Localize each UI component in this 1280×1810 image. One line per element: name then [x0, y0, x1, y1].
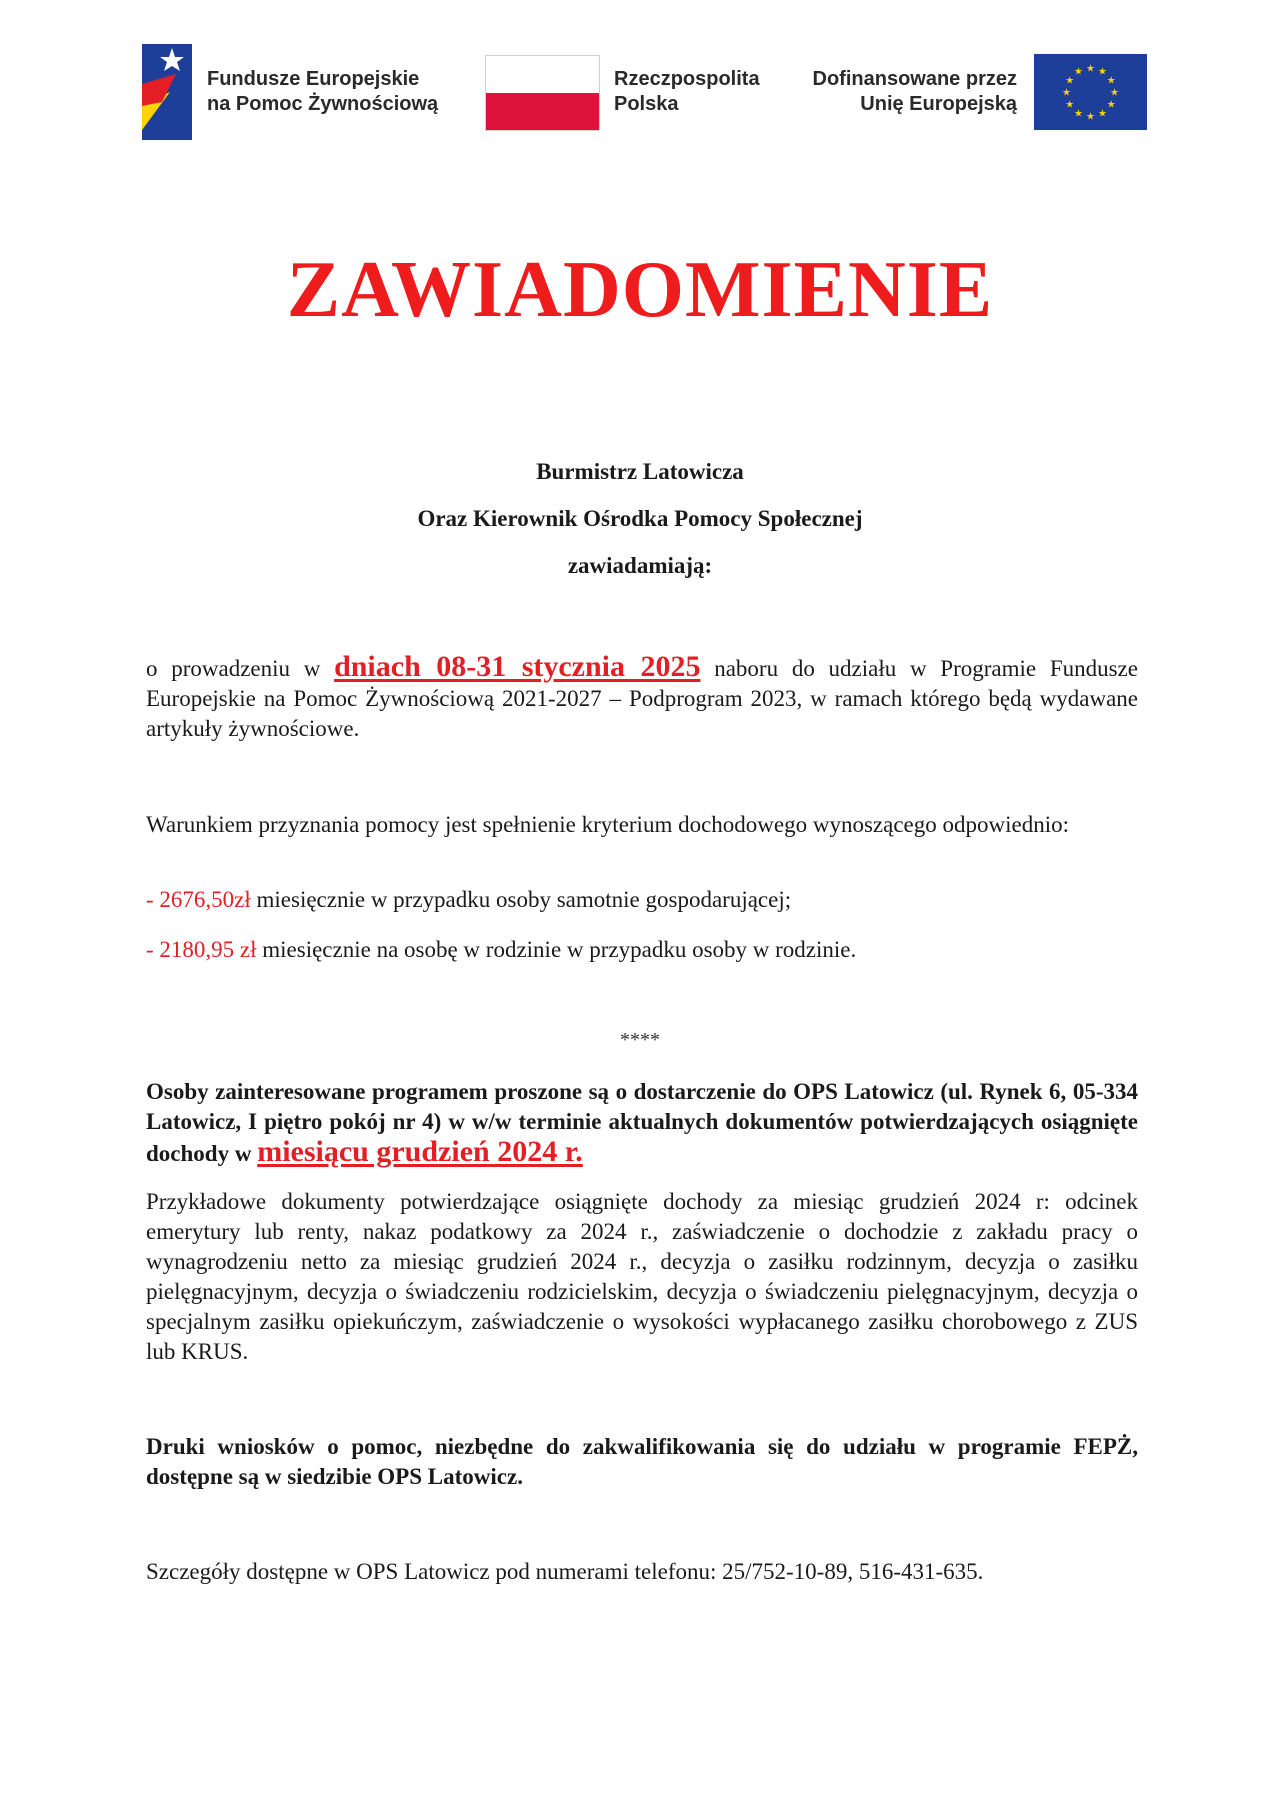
- eu-star-icon: ★: [1086, 111, 1095, 123]
- eu-logo-line2: Unię Europejską: [860, 93, 1017, 115]
- eu-star-icon: ★: [1098, 108, 1107, 120]
- intro-text-after: naboru do udziału w Programie Fundusze Europejskie na Pomoc Żywnościową 2021-2027 – Podprogram 2023, w ramach którego będą wydawane artykuły żywnościowe.: [146, 656, 1138, 741]
- eu-star-icon: ★: [1106, 99, 1116, 111]
- contact-info: Szczegóły dostępne w OPS Latowicz pod numerami telefonu: 25/752-10-89, 516-431-635.: [146, 1559, 984, 1584]
- example-documents: Przykładowe dokumenty potwierdzające osiągnięte dochody za miesiąc grudzień 2024 r: odcinek emerytury lub renty, nakaz podatkowy za 2024 r., zaświadczenie o dochodzie z zakładu pracy o wynagrodzeniu netto za miesiąc grudzień 2024 r., decyzja o zasiłku rodzinnym, decyzja o zasiłku pielęgnacyjnym, decyzja o świadczeniu rodzicielskim, decyzja o świadczeniu pielęgnacyjnym, decyzja o specjalnym zasiłku opiekuńczym, zaświadczenie o wysokości wypłacanego zasiłku chorobowego z ZUS lub KRUS.: [146, 1189, 1138, 1364]
- pl-logo-line2: Polska: [614, 93, 679, 115]
- intro-text-before: o prowadzeniu w: [146, 656, 335, 681]
- pl-logo-text: [614, 67, 760, 117]
- criteria-item1-text: miesięcznie w przypadku osoby samotnie gospodarującej;: [250, 887, 792, 912]
- documents-month-highlight: miesiącu grudzień 2024 r.: [257, 1135, 583, 1168]
- eu-logo-line1: Dofinansowane przez: [812, 68, 1017, 90]
- eu-star-icon: ★: [1086, 63, 1095, 75]
- eu-star-icon: ★: [1110, 87, 1119, 99]
- eu-star-icon: ★: [1065, 75, 1075, 87]
- fe-logo-text: [207, 67, 438, 117]
- documents-request: [146, 1077, 1138, 1169]
- poland-flag-icon: [485, 55, 600, 131]
- fe-logo-icon: [142, 44, 192, 140]
- eu-star-icon: ★: [1065, 99, 1075, 111]
- criteria-item-family: [146, 935, 1138, 965]
- eu-star-icon: ★: [1074, 108, 1083, 120]
- eu-logo-text: [760, 67, 1017, 117]
- eu-star-icon: ★: [1106, 75, 1116, 87]
- fe-logo-line1: Fundusze Europejskie: [207, 68, 420, 90]
- pl-logo-line1: Rzeczpospolita: [614, 68, 760, 90]
- fe-logo-line2: na Pomoc Żywnościową: [207, 93, 439, 115]
- criteria-item1-amount: - 2676,50zł: [146, 887, 251, 912]
- criteria-intro: Warunkiem przyznania pomocy jest spełnienie kryterium dochodowego wynoszącego odpowiednio:: [146, 812, 1069, 837]
- eu-star-icon: ★: [1062, 87, 1071, 99]
- eu-star-icon: ★: [1098, 66, 1107, 78]
- eu-flag-icon: [1034, 54, 1147, 130]
- header-director: Oraz Kierownik Ośrodka Pomocy Społecznej: [417, 506, 863, 531]
- criteria-item2-text: miesięcznie na osobę w rodzinie w przypadku osoby w rodzinie.: [256, 937, 857, 962]
- header-announce: zawiadamiają:: [567, 553, 713, 578]
- eu-star-icon: ★: [1074, 66, 1083, 78]
- page-title: ZAWIADOMIENIE: [286, 246, 994, 334]
- criteria-item-single: [146, 885, 1138, 915]
- forms-info: Druki wniosków o pomoc, niezbędne do zakwalifikowania się do udziału w programie FEPŻ, dostępne są w siedzibie OPS Latowicz.: [146, 1434, 1138, 1489]
- header-mayor: Burmistrz Latowicza: [536, 459, 744, 484]
- criteria-item2-amount: - 2180,95 zł: [146, 937, 257, 962]
- separator: ****: [620, 1029, 660, 1051]
- documents-request-text: Osoby zainteresowane programem proszone są o dostarczenie do OPS Latowicz (ul. Rynek 6, 05-334 Latowicz, I piętro pokój nr 4) w w/w terminie aktualnych dokumentów potwierdzających osiągnięte dochody w: [146, 1079, 1138, 1166]
- intro-paragraph: [146, 652, 1138, 744]
- intro-date-highlight: dniach 08-31 stycznia 2025: [334, 650, 701, 683]
